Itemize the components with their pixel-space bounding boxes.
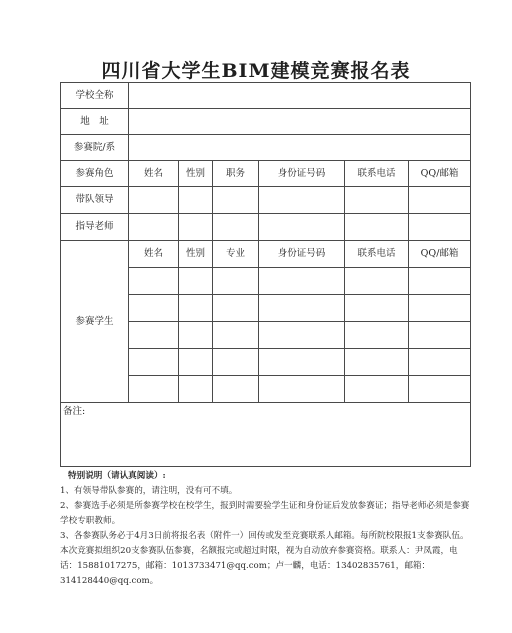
student-qq-cell[interactable] xyxy=(409,295,471,322)
student-header-qq-email: QQ/邮箱 xyxy=(409,241,471,268)
row-school xyxy=(61,83,471,109)
registration-table xyxy=(60,82,471,467)
school-input-cell[interactable] xyxy=(129,83,471,109)
teacher-qq-cell[interactable] xyxy=(409,214,471,241)
student-id-cell[interactable] xyxy=(259,295,345,322)
header-id-number: 身份证号码 xyxy=(259,161,345,187)
student-major-cell[interactable] xyxy=(213,268,259,295)
student-header-gender: 性别 xyxy=(179,241,213,268)
header-gender: 性别 xyxy=(179,161,213,187)
row-address xyxy=(61,109,471,135)
student-name-cell[interactable] xyxy=(129,295,179,322)
row-leader xyxy=(61,187,471,214)
student-label: 参赛学生 xyxy=(61,241,129,403)
student-gender-cell[interactable] xyxy=(179,268,213,295)
school-label: 学校全称 xyxy=(61,83,129,109)
leader-label: 带队领导 xyxy=(61,187,129,214)
student-gender-cell[interactable] xyxy=(179,376,213,403)
student-name-cell[interactable] xyxy=(129,376,179,403)
student-id-cell[interactable] xyxy=(259,268,345,295)
student-header-phone: 联系电话 xyxy=(345,241,409,268)
teacher-name-cell[interactable] xyxy=(129,214,179,241)
student-id-cell[interactable] xyxy=(259,349,345,376)
leader-qq-cell[interactable] xyxy=(409,187,471,214)
student-major-cell[interactable] xyxy=(213,322,259,349)
remarks-cell[interactable] xyxy=(61,403,471,467)
student-qq-cell[interactable] xyxy=(409,322,471,349)
student-major-cell[interactable] xyxy=(213,295,259,322)
note-item-2: 2、参赛选手必须是所参赛学校在校学生，报到时需要验学生证和身份证后发放参赛证；指导老师必须是参赛学校专职教师。 xyxy=(60,501,470,526)
student-header-name: 姓名 xyxy=(129,241,179,268)
student-gender-cell[interactable] xyxy=(179,295,213,322)
row-remarks xyxy=(61,403,471,467)
teacher-position-cell[interactable] xyxy=(213,214,259,241)
student-phone-cell[interactable] xyxy=(345,349,409,376)
row-teacher xyxy=(61,214,471,241)
teacher-label: 指导老师 xyxy=(61,214,129,241)
leader-name-cell[interactable] xyxy=(129,187,179,214)
note-item-1: 1、有领导带队参赛的，请注明，没有可不填。 xyxy=(60,486,238,496)
student-phone-cell[interactable] xyxy=(345,376,409,403)
student-name-cell[interactable] xyxy=(129,322,179,349)
department-label: 参赛院/系 xyxy=(61,135,129,161)
student-gender-cell[interactable] xyxy=(179,349,213,376)
student-phone-cell[interactable] xyxy=(345,322,409,349)
header-name: 姓名 xyxy=(129,161,179,187)
student-header-id-number: 身份证号码 xyxy=(259,241,345,268)
row-role-header xyxy=(61,161,471,187)
teacher-gender-cell[interactable] xyxy=(179,214,213,241)
leader-position-cell[interactable] xyxy=(213,187,259,214)
student-phone-cell[interactable] xyxy=(345,268,409,295)
student-qq-cell[interactable] xyxy=(409,349,471,376)
teacher-phone-cell[interactable] xyxy=(345,214,409,241)
student-qq-cell[interactable] xyxy=(409,376,471,403)
student-qq-cell[interactable] xyxy=(409,268,471,295)
student-name-cell[interactable] xyxy=(129,268,179,295)
student-id-cell[interactable] xyxy=(259,376,345,403)
student-major-cell[interactable] xyxy=(213,349,259,376)
header-phone: 联系电话 xyxy=(345,161,409,187)
leader-gender-cell[interactable] xyxy=(179,187,213,214)
note-item-3: 3、各参赛队务必于4月3日前将报名表（附件一）回传或发至竞赛联系人邮箱。每所院校限报1支参赛队伍。本次竞赛拟组织20支参赛队伍参赛，名额报完或超过时限，视为自动放弃参赛资格。联系人：尹凤霞，电话：15881017275，邮箱：1013733471@qq.com；卢一麟，电话：13402835761，邮箱：314128440@qq.com。 xyxy=(60,531,469,586)
student-name-cell[interactable] xyxy=(129,349,179,376)
address-label: 地 址 xyxy=(61,109,129,135)
row-department xyxy=(61,135,471,161)
row-student-header xyxy=(61,241,471,268)
header-position: 职务 xyxy=(213,161,259,187)
student-id-cell[interactable] xyxy=(259,322,345,349)
address-input-cell[interactable] xyxy=(129,109,471,135)
teacher-id-cell[interactable] xyxy=(259,214,345,241)
role-header-label: 参赛角色 xyxy=(61,161,129,187)
special-notes xyxy=(60,469,470,589)
page-title: 四川省大学生BIM建模竞赛报名表 xyxy=(101,60,411,82)
student-phone-cell[interactable] xyxy=(345,295,409,322)
student-major-cell[interactable] xyxy=(213,376,259,403)
student-gender-cell[interactable] xyxy=(179,322,213,349)
department-input-cell[interactable] xyxy=(129,135,471,161)
remarks-label: 备注: xyxy=(63,406,86,417)
student-header-major: 专业 xyxy=(213,241,259,268)
leader-phone-cell[interactable] xyxy=(345,187,409,214)
notes-heading: 特别说明（请认真阅读）: xyxy=(68,471,166,481)
header-qq-email: QQ/邮箱 xyxy=(409,161,471,187)
leader-id-cell[interactable] xyxy=(259,187,345,214)
